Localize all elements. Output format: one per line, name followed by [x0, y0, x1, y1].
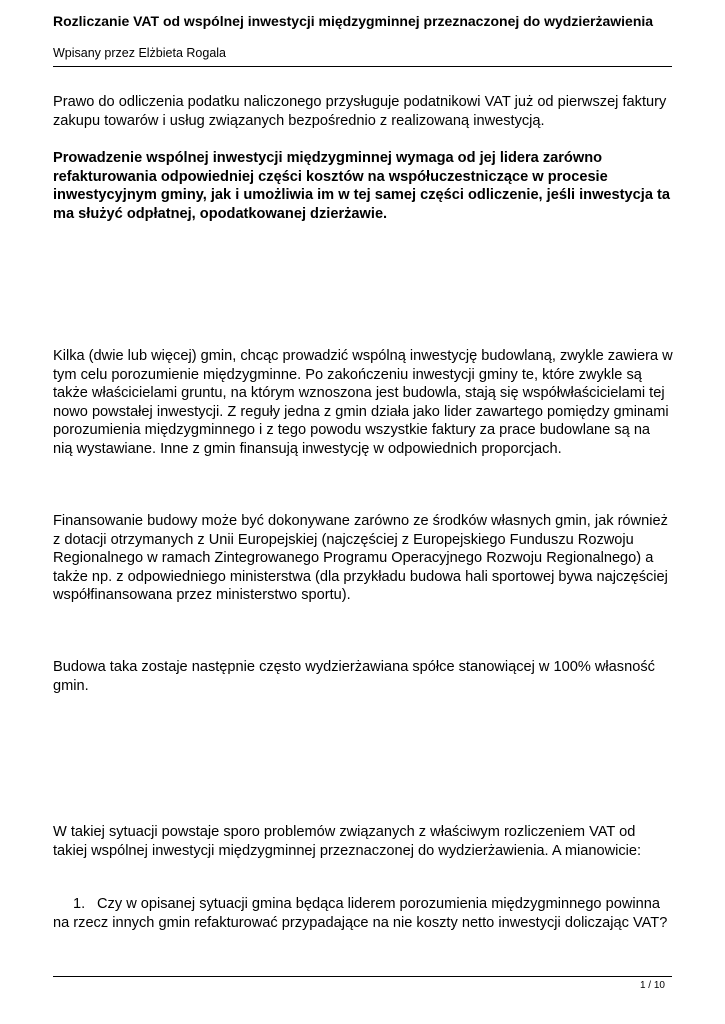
paragraph-line: z dotacji otrzymanych z Unii Europejskiej (najczęściej z Europejskiego Funduszu Rozwoju — [53, 531, 634, 548]
footer-divider — [53, 976, 672, 977]
paragraph-5 — [53, 658, 678, 695]
page-number: 1 / 10 — [639, 980, 665, 991]
paragraph-4 — [53, 512, 678, 605]
paragraph-line: nowo powstałej inwestycji. Z reguły jedna z gmin działa jako lider zawartego pomiędzy gminami — [53, 403, 669, 420]
paragraph-line: Finansowanie budowy może być dokonywane zarówno ze środków własnych gmin, jak również — [53, 513, 668, 529]
paragraph-lead-bold — [53, 149, 678, 223]
paragraph-line: Prawo do odliczenia podatku naliczonego przysługuje podatnikowi VAT już od pierwszej faktury — [53, 94, 667, 110]
paragraph-line: także właścicielami gruntu, na którym wznoszona jest budowla, stają się współwłaścicielami tej — [53, 385, 665, 401]
header-divider — [53, 66, 672, 67]
list-item — [53, 895, 678, 932]
paragraph-line: refakturowania odpowiedniej części kosztów na współuczestniczące w procesie — [53, 168, 608, 185]
paragraph-line: Prowadzenie wspólnej inwestycji międzygminnej wymaga od jej lidera zarówno — [53, 150, 603, 166]
paragraph-line: ma służyć odpłatnej, opodatkowanej dzierżawie. — [53, 205, 388, 222]
paragraph-line: Kilka (dwie lub więcej) gmin, chcąc prowadzić wspólną inwestycję budowlaną, zwykle zawiera w — [53, 348, 673, 364]
paragraph-line: zakupu towarów i usług związanych bezpośrednio z realizowaną inwestycją. — [53, 112, 545, 129]
paragraph-line: gmin. — [53, 677, 89, 694]
paragraph-line: także np. z odpowiedniego ministerstwa (dla przykładu budowa hali sportowej bywa najczęściej — [53, 568, 668, 585]
paragraph-3 — [53, 347, 678, 458]
list-item-text: Czy w opisanej sytuacji gmina będąca liderem porozumienia międzygminnego powinna — [97, 896, 660, 912]
paragraph-line: tym celu porozumienie międzygminne. Po zakończeniu inwestycji gminy te, które zwykle są — [53, 366, 642, 383]
document-title: Rozliczanie VAT od wspólnej inwestycji międzygminnej przeznaczonej do wydzierżawienia — [53, 13, 654, 29]
list-number: 1. — [73, 896, 86, 912]
paragraph-line: Regionalnego w ramach Zintegrowanego Programu Operacyjnego Rozwoju Regionalnego) a — [53, 550, 654, 566]
paragraph-line: W takiej sytuacji powstaje sporo problemów związanych z właściwym rozliczeniem VAT od — [53, 824, 636, 840]
paragraph-line: porozumienia międzygminnego i z tego powodu wszystkie faktury za prace budowlane są na — [53, 422, 651, 438]
author-line: Wpisany przez Elżbieta Rogala — [53, 46, 226, 60]
paragraph-line: inwestycyjnym gminy, jak i umożliwia im w tej samej części odliczenie, jeśli inwestycja ta — [53, 187, 670, 203]
paragraph-line: współfinansowana przez ministerstwo sportu). — [53, 587, 351, 603]
paragraph-line: nią wystawiane. Inne z gmin finansują inwestycję w odpowiednich proporcjach. — [53, 440, 562, 457]
paragraph-6 — [53, 823, 678, 860]
list-item-first-line — [53, 895, 678, 914]
paragraph-line: Budowa taka zostaje następnie często wydzierżawiana spółce stanowiącej w 100% własność — [53, 659, 655, 675]
paragraph-line: takiej wspólnej inwestycji międzygminnej przeznaczonej do wydzierżawienia. A mianowicie: — [53, 842, 642, 859]
list-item-continuation: na rzecz innych gmin refakturować przypadające na nie koszty netto inwestycji doliczając VAT? — [53, 914, 668, 931]
paragraph-1 — [53, 93, 678, 130]
